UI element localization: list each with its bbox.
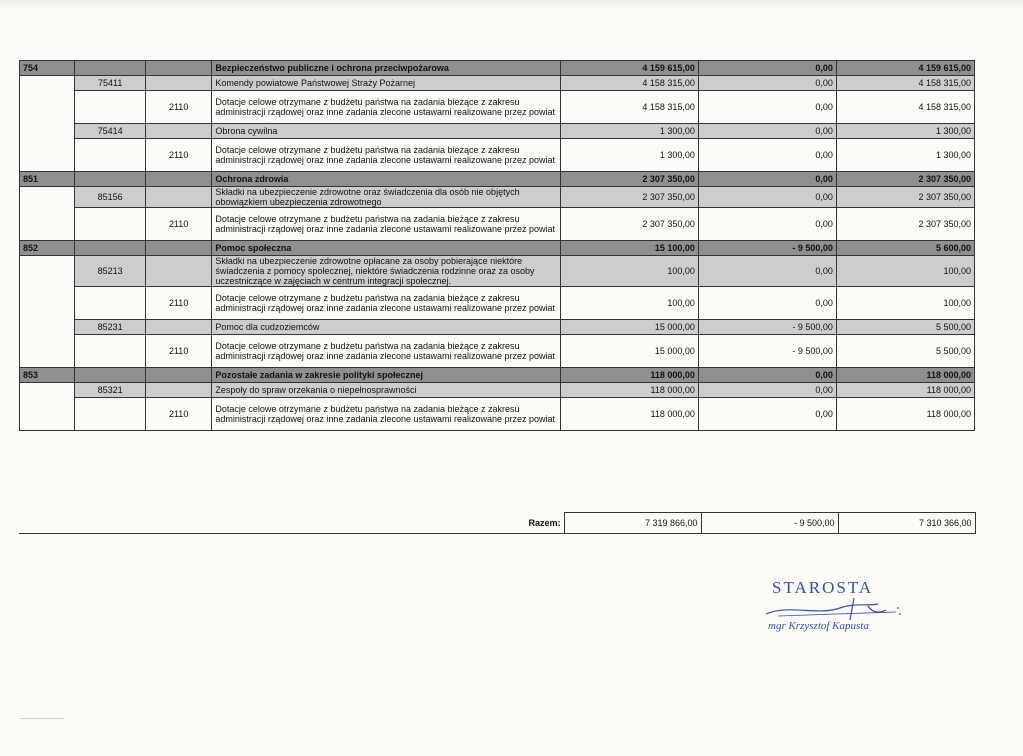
value-after: 5 500,00 [836,320,974,335]
paragraf-row [20,139,975,172]
value-after: 100,00 [836,256,974,287]
value-change: 0,00 [698,187,836,208]
value-change: 0,00 [698,76,836,91]
rozdzial-row [20,187,975,208]
value-after: 2 307 350,00 [836,187,974,208]
rozdzial-row [20,320,975,335]
paragraf-row [20,287,975,320]
dzial-code: 754 [20,61,75,76]
value-plan: 118 000,00 [560,383,698,398]
value-after: 118 000,00 [836,398,974,431]
dzial-code: 852 [20,241,75,256]
rozdzial-name: Obrona cywilna [212,124,561,139]
dzial-code: 853 [20,368,75,383]
value-plan: 2 307 350,00 [560,208,698,241]
total-change: - 9 500,00 [701,513,838,534]
value-after: 118 000,00 [836,368,974,383]
rozdzial-code: 85213 [75,256,146,287]
paragraf-code: 2110 [145,398,211,431]
value-after: 5 500,00 [836,335,974,368]
dzial-name: Bezpieczeństwo publiczne i ochrona przeciwpożarowa [212,61,561,76]
rozdzial-code: 75414 [75,124,146,139]
value-plan: 2 307 350,00 [560,172,698,187]
paragraf-code: 2110 [145,91,211,124]
paragraf-row [20,335,975,368]
paragraf-row [20,398,975,431]
scan-edge [0,0,1023,10]
value-plan: 2 307 350,00 [560,187,698,208]
rozdzial-row [20,124,975,139]
paragraf-name: Dotacje celowe otrzymane z budżetu państwa na zadania bieżące z zakresu administracji rządowej oraz inne zadania zlecone ustawami realizowane przez powiat [212,335,561,368]
signature-icon [758,592,928,622]
dzial-row [20,61,975,76]
value-after: 4 158 315,00 [836,76,974,91]
value-change: - 9 500,00 [698,335,836,368]
value-plan: 15 000,00 [560,320,698,335]
rozdzial-name: Zespoły do spraw orzekania o niepełnosprawności [212,383,561,398]
value-plan: 118 000,00 [560,368,698,383]
dzial-row [20,368,975,383]
dzial-row [20,241,975,256]
value-plan: 100,00 [560,256,698,287]
value-change: 0,00 [698,256,836,287]
rozdzial-code: 85231 [75,320,146,335]
paragraf-row [20,91,975,124]
value-plan: 1 300,00 [560,139,698,172]
value-plan: 4 158 315,00 [560,91,698,124]
value-plan: 4 158 315,00 [560,76,698,91]
value-after: 4 158 315,00 [836,91,974,124]
budget-table [19,60,975,431]
value-change: 0,00 [698,172,836,187]
paragraf-name: Dotacje celowe otrzymane z budżetu państwa na zadania bieżące z zakresu administracji rządowej oraz inne zadania zlecone ustawami realizowane przez powiat [212,398,561,431]
paragraf-row [20,208,975,241]
value-plan: 4 159 615,00 [560,61,698,76]
dzial-name: Ochrona zdrowia [212,172,561,187]
paragraf-name: Dotacje celowe otrzymane z budżetu państwa na zadania bieżące z zakresu administracji rządowej oraz inne zadania zlecone ustawami realizowane przez powiat [212,287,561,320]
value-change: 0,00 [698,398,836,431]
value-plan: 15 100,00 [560,241,698,256]
value-plan: 100,00 [560,287,698,320]
value-change: 0,00 [698,61,836,76]
value-change: 0,00 [698,139,836,172]
paragraf-name: Dotacje celowe otrzymane z budżetu państwa na zadania bieżące z zakresu administracji rządowej oraz inne zadania zlecone ustawami realizowane przez powiat [212,139,561,172]
dzial-name: Pozostałe zadania w zakresie polityki społecznej [212,368,561,383]
value-plan: 1 300,00 [560,124,698,139]
dzial-row [20,172,975,187]
rozdzial-code: 85156 [75,187,146,208]
stamp-name: mgr Krzysztof Kapusta [768,620,869,632]
value-change: 0,00 [698,124,836,139]
value-after: 1 300,00 [836,124,974,139]
dzial-name: Pomoc społeczna [212,241,561,256]
value-plan: 15 000,00 [560,335,698,368]
rozdzial-name: Składki na ubezpieczenie zdrowotne oraz świadczenia dla osób nie objętych obowiązkiem ubezpieczenia zdrowotnego [212,187,561,208]
paragraf-name: Dotacje celowe otrzymane z budżetu państwa na zadania bieżące z zakresu administracji rządowej oraz inne zadania zlecone ustawami realizowane przez powiat [212,208,561,241]
paragraf-name: Dotacje celowe otrzymane z budżetu państwa na zadania bieżące z zakresu administracji rządowej oraz inne zadania zlecone ustawami realizowane przez powiat [212,91,561,124]
value-after: 5 600,00 [836,241,974,256]
value-change: 0,00 [698,368,836,383]
value-change: 0,00 [698,383,836,398]
rozdzial-code: 85321 [75,383,146,398]
value-after: 4 159 615,00 [836,61,974,76]
rozdzial-name: Komendy powiatowe Państwowej Straży Pożarnej [212,76,561,91]
rozdzial-name: Pomoc dla cudzoziemców [212,320,561,335]
value-after: 2 307 350,00 [836,208,974,241]
value-change: 0,00 [698,287,836,320]
value-after: 2 307 350,00 [836,172,974,187]
paragraf-code: 2110 [145,335,211,368]
dzial-code: 851 [20,172,75,187]
value-change: - 9 500,00 [698,241,836,256]
paragraf-code: 2110 [145,208,211,241]
value-plan: 118 000,00 [560,398,698,431]
stamp-title: STAROSTA [772,578,874,597]
total-plan: 7 319 866,00 [564,513,701,534]
total-after: 7 310 366,00 [838,513,975,534]
rozdzial-row [20,383,975,398]
value-change: 0,00 [698,208,836,241]
value-after: 1 300,00 [836,139,974,172]
value-change: - 9 500,00 [698,320,836,335]
value-after: 118 000,00 [836,383,974,398]
total-table [19,512,976,534]
rozdzial-name: Składki na ubezpieczenie zdrowotne opłacane za osoby pobierające niektóre świadczenia z pomocy społecznej, niektóre świadczenia rodzinne oraz za osoby uczestniczące w zajęciach w centrum integracji społecznej. [212,256,561,287]
rozdzial-code: 75411 [75,76,146,91]
total-label: Razem: [19,513,564,534]
rozdzial-row [20,256,975,287]
official-stamp [758,578,928,640]
value-after: 100,00 [836,287,974,320]
rozdzial-row [20,76,975,91]
value-change: 0,00 [698,91,836,124]
paragraf-code: 2110 [145,287,211,320]
scan-artifact-line [20,718,64,719]
total-row [19,513,975,534]
paragraf-code: 2110 [145,139,211,172]
